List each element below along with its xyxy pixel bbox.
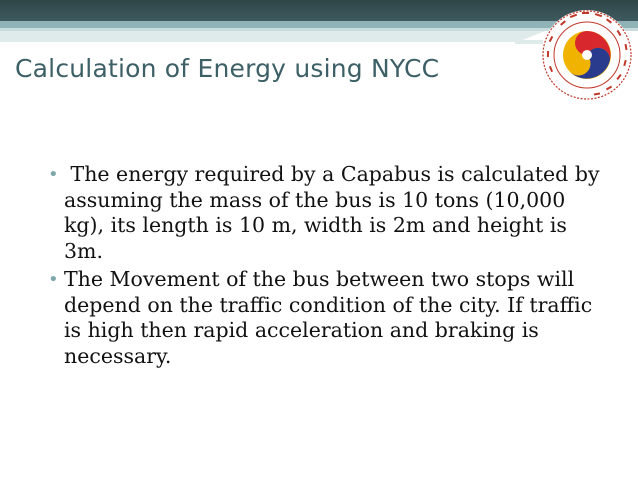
bullet-marker: • <box>48 269 59 290</box>
bullet-item <box>48 267 608 369</box>
institute-seal-icon <box>540 8 634 102</box>
bullet-marker: • <box>48 164 59 185</box>
header-band-notch <box>0 31 545 42</box>
slide-title: Calculation of Energy using NYCC <box>15 54 440 83</box>
bullet-text: The energy required by a Capabus is calculated by assuming the mass of the bus is 10 tons (10,000 kg), its length is 10 m, width is 2m and height is 3m. <box>64 162 607 263</box>
bullet-text: The Movement of the bus between two stops will depend on the traffic condition of the city. If traffic is high then rapid acceleration and braking is necessary. <box>64 267 593 368</box>
bullet-list <box>48 162 608 372</box>
bullet-item <box>48 162 608 264</box>
header-band-notch-tail <box>515 40 543 44</box>
